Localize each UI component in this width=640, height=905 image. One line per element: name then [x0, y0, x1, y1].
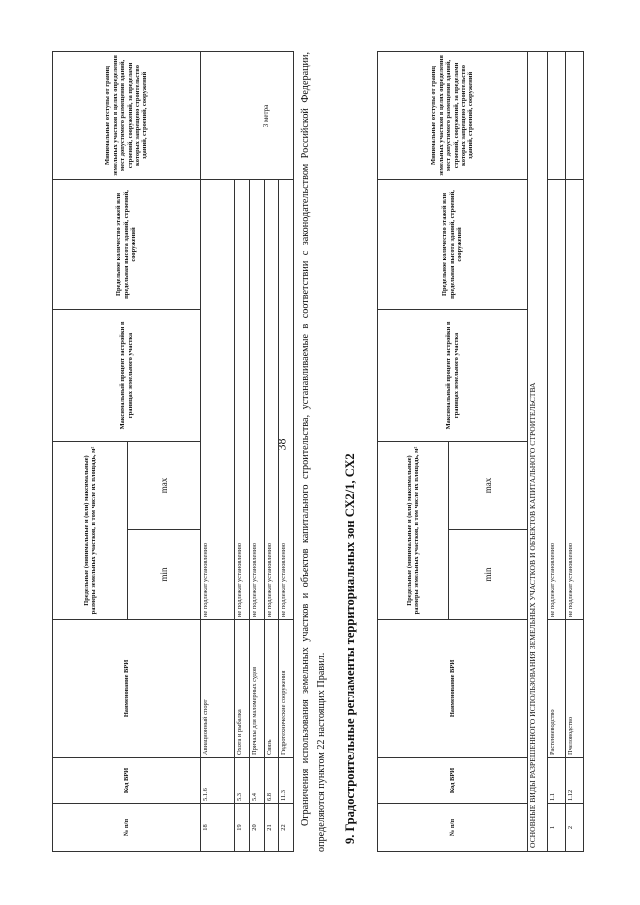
- row-name: Авиационный спорт: [201, 620, 235, 758]
- row-code: 11.3: [279, 758, 294, 804]
- row-values: не подлежат установлению: [264, 179, 279, 619]
- col-setback-header: Минимальные отступы от границ земельных участков в целях определения мест допустимого размещения зданий, строений, сооружений, за пределами которых запрещено строительство зданий, строений, сооружений: [378, 51, 528, 179]
- col-code-header: Код ВРИ: [53, 758, 201, 804]
- section-label: ОСНОВНЫЕ ВИДЫ РАЗРЕШЕННОГО ИСПОЛЬЗОВАНИЯ ЗЕМЕЛЬНЫХ УЧАСТКОВ И ОБЪЕКТОВ КАПИТАЛЬНОГО СТРОИТЕЛЬСТВА: [528, 51, 548, 851]
- table-row: [548, 51, 566, 851]
- setback-value: 3 метра: [262, 104, 270, 128]
- row-setback: [548, 51, 566, 179]
- row-code: 5.3: [235, 758, 250, 804]
- section-heading: 9. Градостроительные регламенты территориальных зон СХ2/1, СХ2: [343, 453, 357, 844]
- col-max-header: max: [128, 441, 201, 529]
- restrictions-paragraph: Ограничения использования земельных участков и объектов капитального строительства, устанавливаемые в соответствии с законодательством Российской Федерации, определяются пунктом 22 настоящих Правил.: [300, 52, 327, 852]
- row-code: 5.1.6: [201, 758, 235, 804]
- row-values: не подлежат установлению: [548, 179, 566, 619]
- row-num: 21: [264, 804, 279, 852]
- col-name-header: Наименование ВРИ: [378, 620, 528, 758]
- table-header-row: [378, 51, 449, 851]
- row-values: не подлежат установлению: [235, 179, 250, 619]
- table-row: [566, 51, 584, 851]
- row-code: 1.12: [566, 758, 584, 804]
- row-values: не подлежат установлению: [566, 179, 584, 619]
- row-values: не подлежат установлению: [279, 179, 294, 619]
- col-floors-header: Предельное количество этажей или предельная высота зданий, строений, сооружений: [378, 179, 528, 309]
- regulations-table-continued: [52, 51, 294, 852]
- row-code: 1.1: [548, 758, 566, 804]
- table-header-row: [53, 51, 128, 851]
- row-code: 5.4: [249, 758, 264, 804]
- col-num-header: № п/п: [53, 804, 201, 852]
- col-min-header: min: [128, 530, 201, 620]
- row-values: не подлежат установлению: [201, 179, 235, 619]
- section-row: [528, 51, 548, 851]
- row-setback-merged: [201, 51, 294, 179]
- col-max-header: max: [449, 441, 528, 529]
- row-num: 1: [548, 804, 566, 852]
- col-size-header: Предельные (минимальные и (или) максимальные) размеры земельных участков, в том числе их площадь, м²: [378, 441, 449, 619]
- row-name: Растениеводство: [548, 620, 566, 758]
- page-number: 38: [274, 438, 289, 451]
- row-name: Пчеловодство: [566, 620, 584, 758]
- row-name: Гидротехнические сооружения: [279, 620, 294, 758]
- regulations-table-sx2: [377, 51, 584, 852]
- row-name: Охота и рыбалка: [235, 620, 250, 758]
- row-num: 19: [235, 804, 250, 852]
- row-values: не подлежат установлению: [249, 179, 264, 619]
- col-floors-header: Предельное количество этажей или предельная высота зданий, строений, сооружений: [53, 179, 201, 309]
- col-name-header: Наименование ВРИ: [53, 620, 201, 758]
- table-row: [201, 51, 235, 851]
- col-num-header: № п/п: [378, 804, 528, 852]
- row-num: 22: [279, 804, 294, 852]
- row-name: Связь: [264, 620, 279, 758]
- col-code-header: Код ВРИ: [378, 758, 528, 804]
- row-num: 2: [566, 804, 584, 852]
- col-size-header: Предельные (минимальные и (или) максимальные) размеры земельных участков, в том числе их площадь, м²: [53, 441, 128, 619]
- col-percent-header: Максимальный процент застройки в границах земельного участка: [378, 309, 528, 441]
- rotated-page-content: [52, 52, 584, 852]
- row-code: 6.8: [264, 758, 279, 804]
- row-name: Причалы для маломерных судов: [249, 620, 264, 758]
- col-percent-header: Максимальный процент застройки в границах земельного участка: [53, 309, 201, 441]
- row-num: 20: [249, 804, 264, 852]
- col-setback-header: Минимальные отступы от границ земельных участков в целях определения мест допустимого размещения зданий, строений, сооружений, за пределами которых запрещено строительство зданий, строений, сооружений: [53, 51, 201, 179]
- row-setback: [566, 51, 584, 179]
- row-num: 18: [201, 804, 235, 852]
- col-min-header: min: [449, 530, 528, 620]
